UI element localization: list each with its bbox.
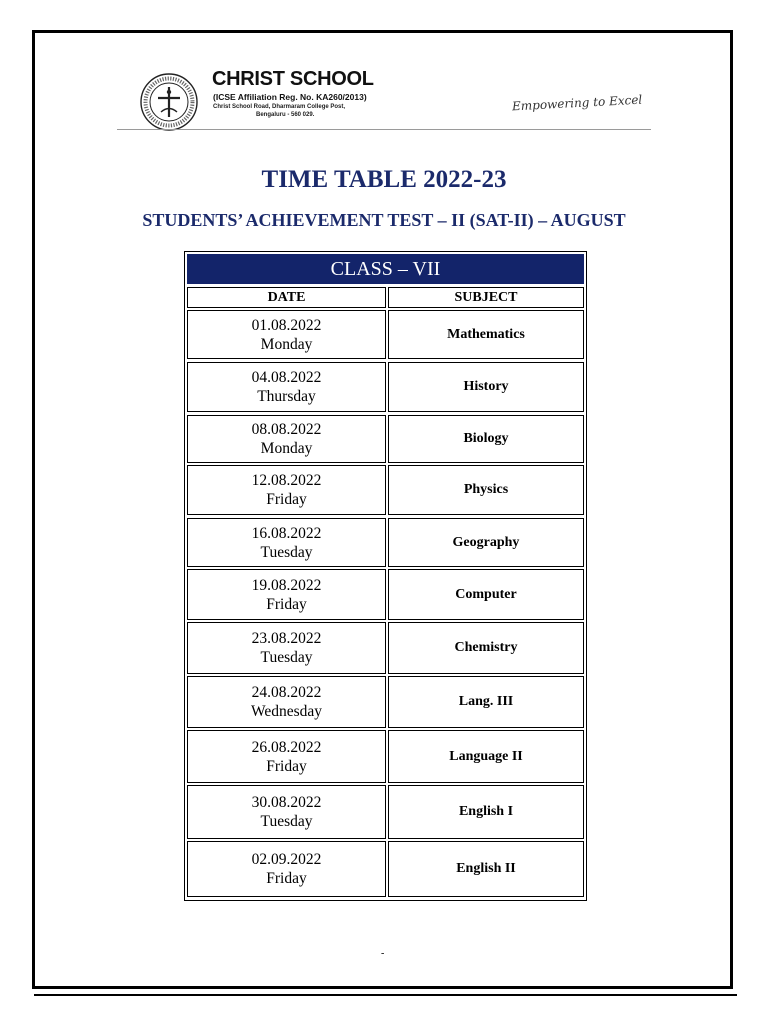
exam-day: Tuesday (260, 649, 313, 666)
table-row (187, 785, 584, 839)
date-cell (187, 841, 386, 897)
exam-date: 12.08.2022 (251, 472, 322, 489)
school-name: CHRIST SCHOOL (212, 68, 374, 90)
exam-date: 01.08.2022 (251, 316, 322, 334)
class-heading: CLASS – VII (187, 254, 584, 284)
exam-date: 30.08.2022 (251, 794, 322, 811)
table-row (187, 730, 584, 783)
school-crest-icon (139, 72, 199, 132)
exam-date: 19.08.2022 (251, 576, 322, 594)
date-cell (187, 518, 386, 567)
subject-cell: Geography (388, 518, 584, 567)
subject-cell: Chemistry (388, 622, 584, 674)
table-row (187, 569, 584, 620)
exam-date: 23.08.2022 (251, 630, 322, 647)
date-cell (187, 362, 386, 412)
table-row (187, 310, 584, 359)
column-header-subject: SUBJECT (388, 287, 584, 308)
table-row (187, 622, 584, 674)
address-line-1: Christ School Road, Dharmaram College Post, (213, 104, 346, 110)
subject-cell: Biology (388, 415, 584, 463)
exam-date: 26.08.2022 (251, 738, 322, 756)
exam-day: Thursday (257, 388, 316, 405)
date-cell (187, 676, 386, 728)
subject-cell: Computer (388, 569, 584, 620)
table-row (187, 676, 584, 728)
subject-cell: Language II (388, 730, 584, 783)
date-cell (187, 415, 386, 463)
exam-day: Friday (266, 870, 307, 887)
exam-date: 24.08.2022 (251, 684, 322, 701)
page-subtitle: STUDENTS’ ACHIEVEMENT TEST – II (SAT-II) – AUGUST (142, 210, 626, 230)
subject-cell: English II (388, 841, 584, 897)
header-divider (117, 129, 651, 130)
school-tagline: Empowering to Excel (511, 92, 643, 114)
subject-cell: Physics (388, 465, 584, 515)
address-line-2: Bengaluru - 560 029. (256, 112, 315, 118)
affiliation-text: (ICSE Affiliation Reg. No. KA260/2013) (213, 92, 367, 102)
subject-cell: English I (388, 785, 584, 839)
table-row (187, 841, 584, 897)
exam-date: 16.08.2022 (251, 524, 322, 542)
exam-day: Friday (266, 491, 307, 508)
date-cell (187, 465, 386, 515)
date-cell (187, 785, 386, 839)
exam-date: 02.09.2022 (251, 851, 322, 868)
date-cell (187, 569, 386, 620)
exam-day: Friday (266, 757, 307, 775)
exam-day: Friday (266, 595, 307, 613)
exam-day: Tuesday (260, 813, 313, 830)
exam-date: 08.08.2022 (251, 421, 322, 438)
exam-day: Monday (260, 335, 313, 353)
date-cell (187, 310, 386, 359)
date-cell (187, 622, 386, 674)
timetable (184, 251, 587, 901)
exam-day: Monday (260, 440, 313, 457)
table-row (187, 415, 584, 463)
page-border-shadow (34, 994, 737, 996)
page-title: TIME TABLE 2022-23 (261, 166, 507, 193)
column-header-date: DATE (187, 287, 386, 308)
date-cell (187, 730, 386, 783)
subject-cell: History (388, 362, 584, 412)
table-row (187, 518, 584, 567)
exam-day: Tuesday (260, 543, 313, 561)
footer-mark: - (381, 948, 385, 959)
exam-day: Wednesday (250, 703, 323, 720)
subject-cell: Lang. III (388, 676, 584, 728)
table-row (187, 465, 584, 515)
exam-date: 04.08.2022 (251, 369, 322, 386)
subject-cell: Mathematics (388, 310, 584, 359)
table-row (187, 362, 584, 412)
